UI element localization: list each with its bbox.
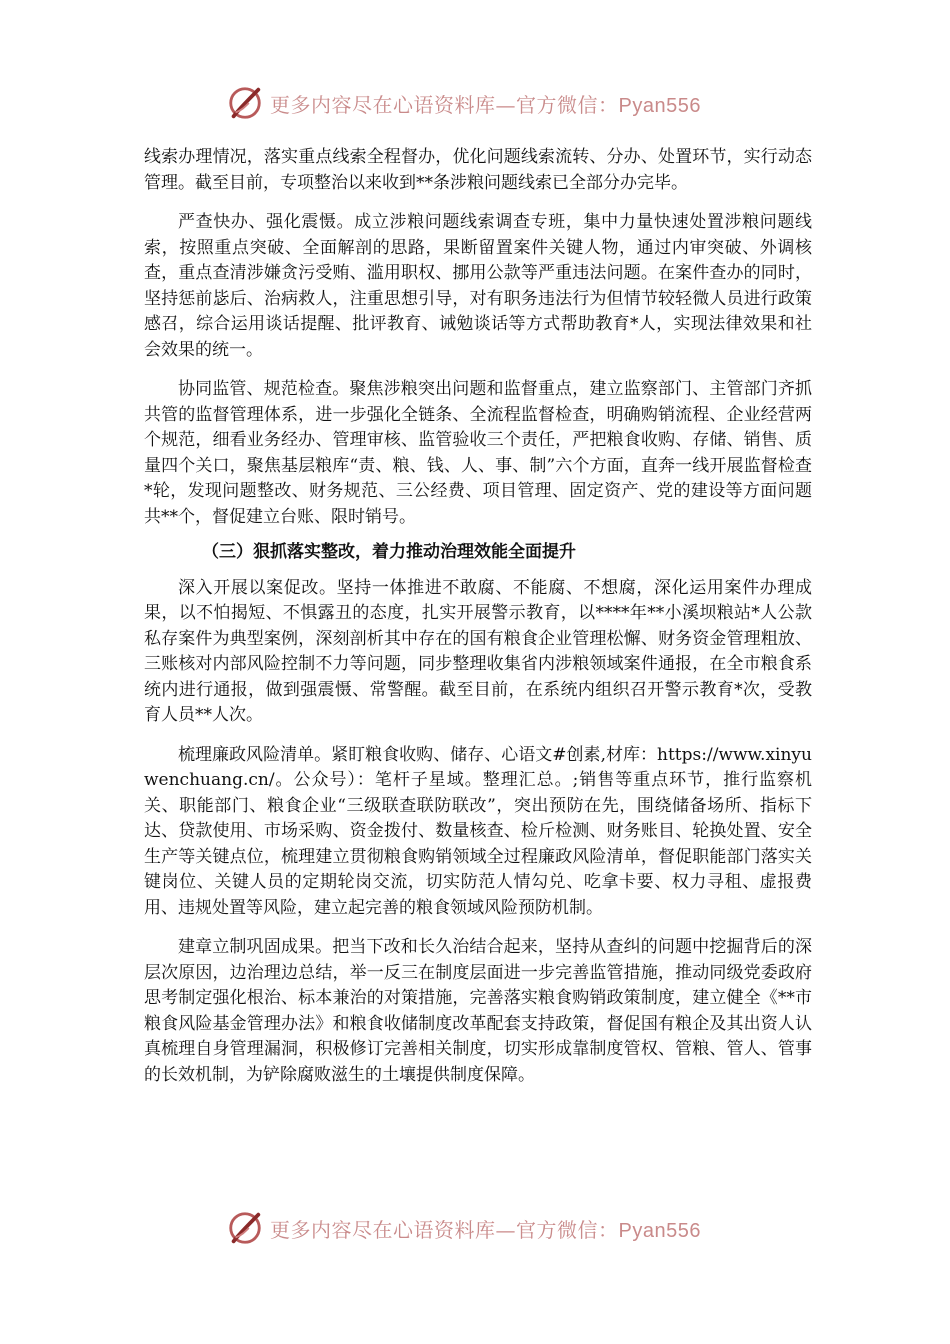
paragraph-clue-handling: 线索办理情况，落实重点线索全程督办，优化问题线索流转、分办、处置环节，实行动态管理。截至目前，专项整治以来收到**条涉粮问题线索已全部分办完毕。 xyxy=(144,147,812,193)
header-banner-text: 更多内容尽在心语资料库—官方微信：Pyan556 xyxy=(270,92,701,117)
footer-banner xyxy=(0,1203,950,1253)
footer-banner-text: 更多内容尽在心语资料库—官方微信：Pyan556 xyxy=(270,1217,701,1242)
paragraph-institution-building: 建章立制巩固成果。把当下改和长久治结合起来，坚持从查纠的问题中挖掘背后的深层次原因，边治理边总结，举一反三在制度层面进一步完善监管措施，推动同级党委政府思考制定强化根治、标本兼治的对策措施，完善落实粮食购销政策制度，建立健全《**市粮食风险基金管理办法》和粮食收储制度改革配套支持政策，督促国有粮企及其出资人认真梳理自身管理漏洞，积极修订完善相关制度，切实形成靠制度管权、管粮、管人、管事的长效机制，为铲除腐败滋生的土壤提供制度保障。 xyxy=(144,937,812,1085)
header-banner xyxy=(0,78,950,128)
brush-logo-icon xyxy=(226,84,264,122)
brush-logo-icon xyxy=(226,1209,264,1247)
document-body xyxy=(144,145,812,1088)
paragraph-strict-investigation: 严查快办、强化震慑。成立涉粮问题线索调查专班，集中力量快速处置涉粮问题线索，按照重点突破、全面解剖的思路，果断留置案件关键人物，通过内审突破、外调核查，重点查清涉嫌贪污受贿、滥用职权、挪用公款等严重违法问题。在案件查办的同时，坚持惩前毖后、治病救人，注重思想引导，对有职务违法行为但情节较轻微人员进行政策感召，综合运用谈话提醒、批评教育、诫勉谈话等方式帮助教育*人，实现法律效果和社会效果的统一。 xyxy=(144,212,812,360)
paragraph-coordinated-supervision: 协同监管、规范检查。聚焦涉粮突出问题和监督重点，建立监察部门、主管部门齐抓共管的监督管理体系，进一步强化全链条、全流程监督检查，明确购销流程、企业经营两个规范，细看业务经办、管理审核、监管验收三个责任，严把粮食收购、存储、销售、质量四个关口，聚焦基层粮库“责、粮、钱、人、事、制”六个方面，直奔一线开展监督检查*轮，发现问题整改、财务规范、三公经费、项目管理、固定资产、党的建设等方面问题共**个，督促建立台账、限时销号。 xyxy=(144,379,812,527)
paragraph-risk-list: 梳理廉政风险清单。紧盯粮食收购、储存、心语文#创素,材库：https://www.xinyuwenchuang.cn/。公众号）：笔杆子星域。整理汇总。;销售等重点环节，推行监察机关、职能部门、粮食企业“三级联查联防联改”，突出预防在先，围绕储备场所、指标下达、贷款使用、市场采购、资金拨付、数量核查、检斤检测、财务账目、轮换处置、安全生产等关键点位，梳理建立贯彻粮食购销领域全过程廉政风险清单，督促职能部门落实关键岗位、关键人员的定期轮岗交流，切实防范人情勾兑、吃拿卡要、权力寻租、虚报费用、违规处置等风险，建立起完善的粮食领域风险预防机制。 xyxy=(144,744,812,918)
paragraph-case-reform: 深入开展以案促改。坚持一体推进不敢腐、不能腐、不想腐，深化运用案件办理成果，以不怕揭短、不惧露丑的态度，扎实开展警示教育，以****年**小溪坝粮站*人公款私存案件为典型案例，深刻剖析其中存在的国有粮食企业管理松懈、财务资金管理粗放、三账核对内部风险控制不力等问题，同步整理收集省内涉粮领域案件通报，在全市粮食系统内进行通报，做到强震慑、常警醒。截至目前，在系统内组织召开警示教育*次，受教育人员**人次。 xyxy=(144,577,812,725)
section-heading-3: （三）狠抓落实整改，着力推动治理效能全面提升 xyxy=(202,542,576,562)
